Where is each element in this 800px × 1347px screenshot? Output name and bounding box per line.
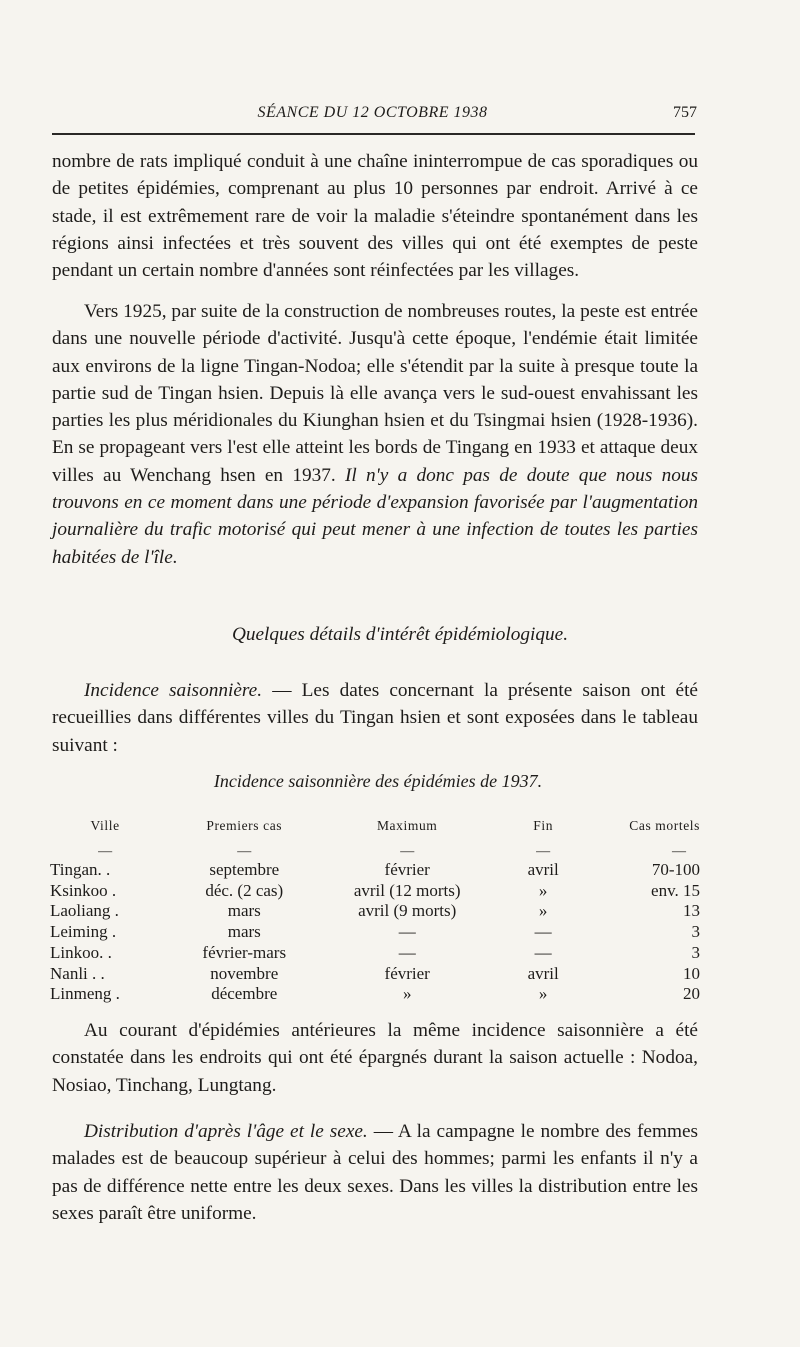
cell-fin: » bbox=[538, 984, 548, 1004]
cell-maximum: » bbox=[402, 984, 412, 1004]
column-header-cas-mortels: Cas mortels bbox=[629, 818, 700, 833]
paragraph-1: nombre de rats impliqué conduit à une chaîne ininterrompue de cas sporadiques ou de petites épidémies, comprenant au plus 10 personnes par endroit. Arrivé à ce stade, il est extrêmement rare de voir la maladie s'éteindre spontanément dans les régions ainsi infectées et très souvent des villes qui ont été exemptes de peste pendant un certain nombre d'années sont réinfectées par les villages. bbox=[52, 151, 698, 282]
cell-fin: — bbox=[534, 942, 552, 962]
cell-fin: — bbox=[534, 922, 552, 942]
header-dash: — bbox=[98, 844, 113, 859]
table-row bbox=[50, 860, 700, 881]
cell-fin: » bbox=[538, 880, 548, 900]
table-row bbox=[50, 943, 700, 964]
header-dash-row bbox=[50, 844, 700, 860]
cell-ville: Ksinkoo . bbox=[50, 880, 117, 900]
paragraph-5-text: — A la campagne le nombre des femmes malades est de beaucoup supérieur à celui des hommes; parmi les enfants il n'y a pas de différence nette entre les deux sexes. Dans les villes la distribution entre les sexes paraît être uniforme. bbox=[52, 1121, 699, 1224]
cell-cas-mortels: 20 bbox=[683, 984, 700, 1004]
cell-maximum: — bbox=[398, 942, 416, 962]
page-number: 757 bbox=[673, 104, 697, 121]
header-dash: — bbox=[237, 844, 252, 859]
column-header-maximum: Maximum bbox=[376, 818, 438, 833]
cell-premiers-cas: mars bbox=[227, 901, 261, 921]
column-header-ville: Ville bbox=[90, 818, 120, 833]
cell-ville: Laoliang . bbox=[50, 901, 119, 921]
cell-cas-mortels: 3 bbox=[691, 922, 700, 942]
table-header-row bbox=[50, 818, 700, 844]
paragraph-3-lead: Incidence saisonnière. bbox=[84, 680, 263, 701]
cell-premiers-cas: décembre bbox=[211, 984, 278, 1004]
paragraph-2-italic: Il n'y a donc pas de doute que nous nous trouvons en ce moment dans une période d'expansion favorisée par l'augmentation journalière du trafic motorisé qui peut mener à une infection de toutes les parties habitées de l'île. bbox=[52, 464, 698, 568]
table-title: Incidence saisonnière des épidémies de 1937. bbox=[213, 771, 543, 791]
header-dash: — bbox=[400, 844, 415, 859]
cell-cas-mortels: env. 15 bbox=[651, 880, 700, 900]
paragraph-3 bbox=[52, 677, 698, 759]
cell-premiers-cas: septembre bbox=[209, 860, 280, 879]
cell-maximum: février bbox=[384, 860, 430, 879]
paragraph-3-text: — Les dates concernant la présente saison ont été recueillies dans différentes villes du Tingan hsien et sont exposées dans le tableau suivant : bbox=[52, 680, 698, 756]
cell-ville: Linkoo. . bbox=[50, 942, 112, 962]
running-head bbox=[50, 104, 695, 130]
column-header-fin: Fin bbox=[533, 818, 554, 833]
header-rule bbox=[52, 133, 695, 135]
header-dash: — bbox=[672, 844, 686, 859]
paragraph-2-text: Vers 1925, par suite de la construction de nombreuses routes, la peste est entrée dans une nouvelle période d'activité. Jusqu'à cette époque, l'endémie était limitée aux environs de la ligne Tingan-Nodoa; elle s'étendit par la suite à presque toute la partie sud de Tingan hsien. Depuis là elle avança vers le sud-ouest envahissant les parties les plus méridionales du Kiunghan hsien et du Tsingmai hsien (1928-1936). En se propageant vers l'est elle atteint les bords de Tingang en 1933 et attaque deux villes au Wenchang hsen en 1937. bbox=[52, 301, 698, 486]
cell-ville: Tingan. . bbox=[50, 860, 111, 879]
cell-ville: Nanli . . bbox=[50, 963, 105, 983]
cell-maximum: février bbox=[384, 963, 430, 983]
cell-ville: Linmeng . bbox=[50, 984, 120, 1004]
section-title: Quelques détails d'intérêt épidémiologique. bbox=[231, 624, 569, 645]
cell-premiers-cas: novembre bbox=[210, 963, 279, 983]
cell-cas-mortels: 10 bbox=[683, 963, 700, 983]
table-row bbox=[50, 984, 700, 1005]
cell-fin: avril bbox=[527, 963, 559, 983]
cell-premiers-cas: février-mars bbox=[202, 942, 287, 962]
cell-fin: avril bbox=[527, 860, 559, 879]
cell-ville: Leiming . bbox=[50, 922, 117, 942]
header-dash: — bbox=[536, 844, 551, 859]
cell-cas-mortels: 3 bbox=[691, 942, 700, 962]
table-row bbox=[50, 881, 700, 902]
paragraph-5-lead: Distribution d'après l'âge et le sexe. bbox=[84, 1121, 368, 1142]
running-title: SÉANCE DU 12 OCTOBRE 1938 bbox=[257, 104, 488, 121]
cell-premiers-cas: déc. (2 cas) bbox=[205, 880, 284, 900]
cell-premiers-cas: mars bbox=[227, 922, 261, 942]
cell-maximum: avril (12 morts) bbox=[353, 880, 461, 900]
cell-cas-mortels: 70-100 bbox=[651, 860, 700, 879]
paragraph-4: Au courant d'épidémies antérieures la même incidence saisonnière a été constatée dans les endroits qui ont été épargnés durant la saison actuelle : Nodoa, Nosiao, Tinchang, Lungtang. bbox=[52, 1020, 698, 1096]
table-row bbox=[50, 901, 700, 922]
cell-fin: » bbox=[538, 901, 548, 921]
cell-maximum: — bbox=[398, 922, 416, 942]
table-row bbox=[50, 964, 700, 985]
paragraph-5 bbox=[52, 1118, 698, 1227]
column-header-premiers-cas: Premiers cas bbox=[206, 818, 283, 833]
cell-cas-mortels: 13 bbox=[683, 901, 700, 921]
incidence-table bbox=[50, 818, 700, 1005]
paragraph-2 bbox=[52, 298, 698, 571]
table-row bbox=[50, 922, 700, 943]
cell-maximum: avril (9 morts) bbox=[358, 901, 457, 921]
